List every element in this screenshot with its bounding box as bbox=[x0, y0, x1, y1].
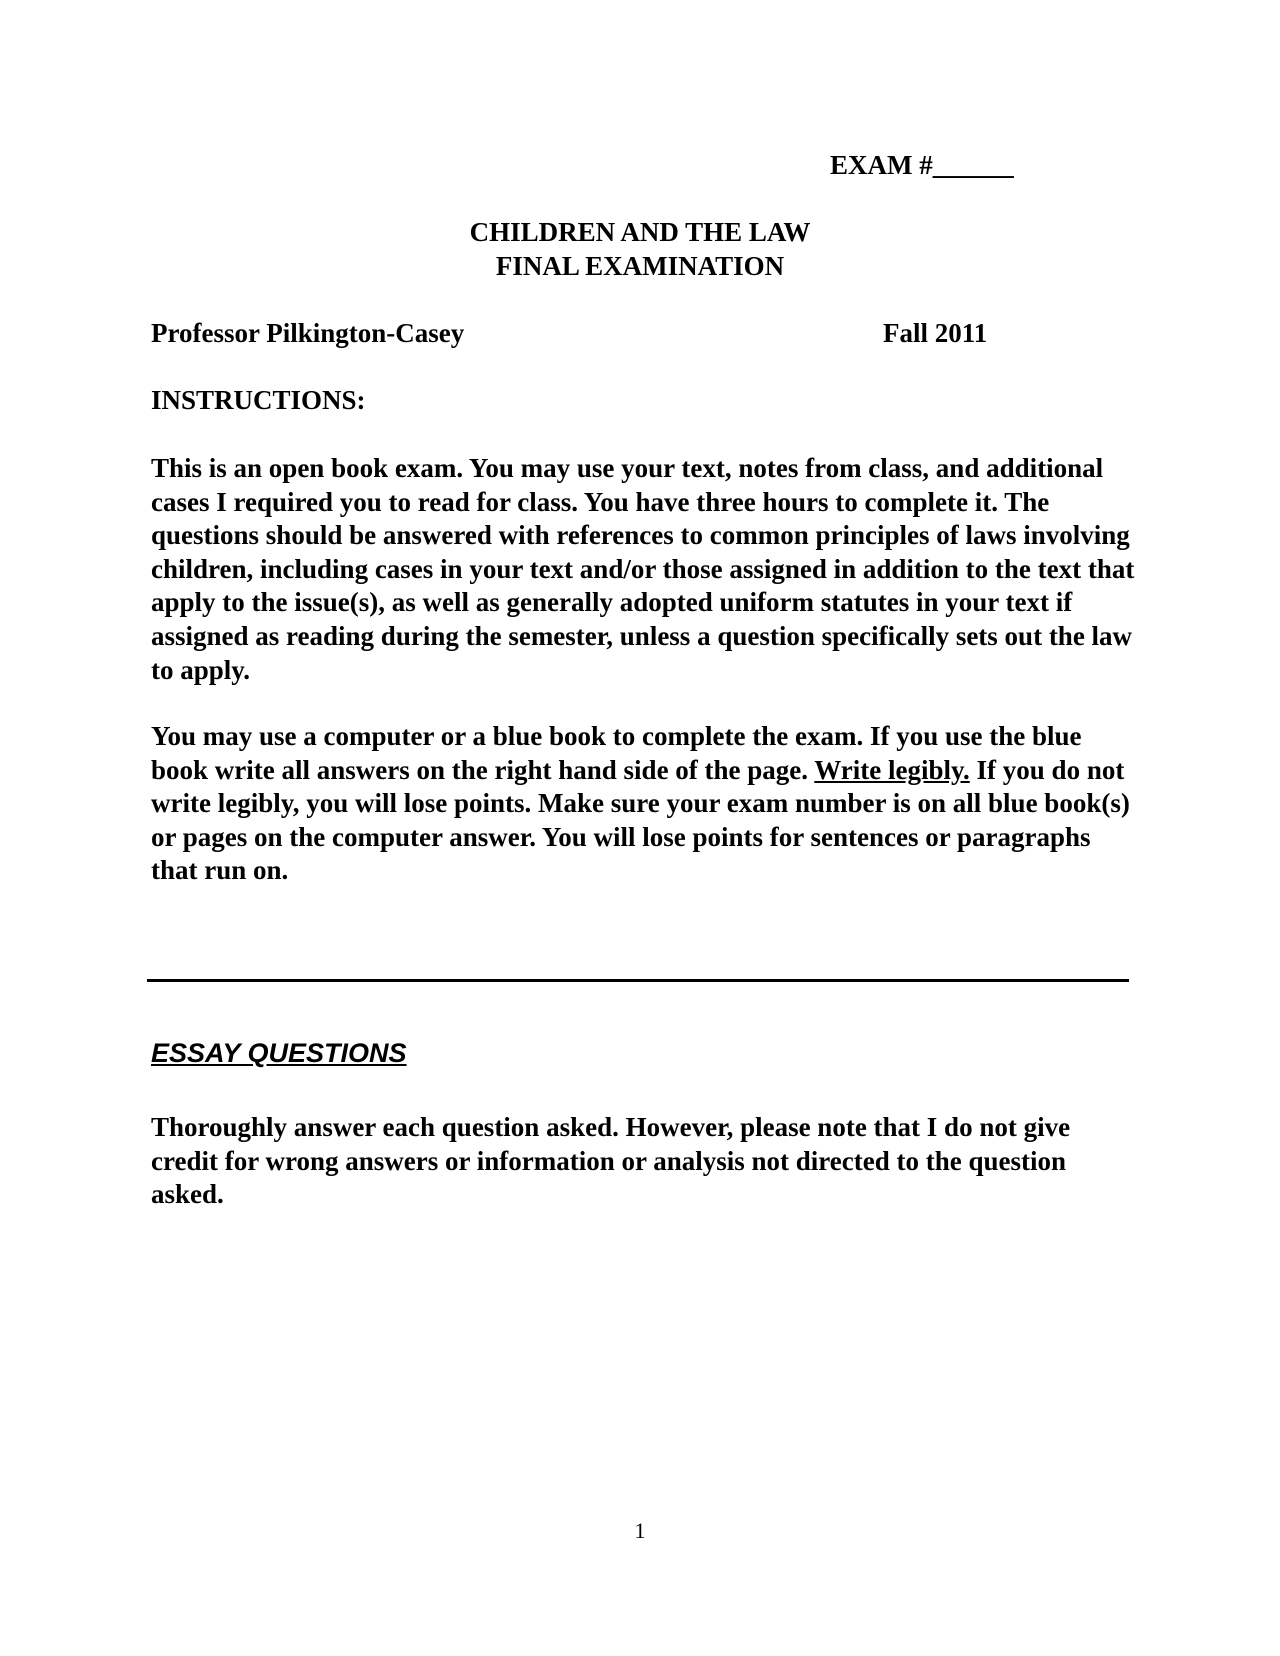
page-number: 1 bbox=[634, 1518, 646, 1543]
instructions-paragraph-2 bbox=[151, 720, 1141, 888]
term-label: Fall 2011 bbox=[883, 318, 988, 348]
section-divider bbox=[147, 979, 1129, 982]
essay-questions-heading: ESSAY QUESTIONS bbox=[151, 1038, 407, 1068]
exam-title bbox=[0, 215, 1280, 283]
professor-name: Professor Pilkington-Casey bbox=[151, 318, 465, 348]
write-legibly-emphasis: Write legibly. bbox=[814, 754, 970, 785]
essay-instructions-paragraph: Thoroughly answer each question asked. However, please note that I do not give credit for wrong answers or information or analysis not directed to the question asked. bbox=[151, 1112, 1071, 1210]
exam-number-field: EXAM #______ bbox=[830, 150, 1014, 180]
instructions-heading: INSTRUCTIONS: bbox=[151, 385, 366, 415]
instructions-paragraph-2-part-1: You may use a computer or a blue book to complete the exam. If you use the blue book write all answers on the right hand side of the page. bbox=[151, 721, 1082, 785]
instructions-paragraph-1: This is an open book exam. You may use your text, notes from class, and additional cases I required you to read for class. You have three hours to complete it. The questions should be answered with references to common principles of laws involving children, including cases in your text and/or those assigned in addition to the text that apply to the issue(s), as well as generally adopted uniform statutes in your text if assigned as reading during the semester, unless a question specifically sets out the law to apply. bbox=[151, 453, 1135, 685]
title-line-course: CHILDREN AND THE LAW bbox=[469, 217, 811, 247]
instructions-paragraph-2-part-2: If you do not write legibly, you will lose points. Make sure your exam number is on all blue book(s) or pages on the computer answer. You will lose points for sentences or paragraphs that run on. bbox=[151, 754, 1130, 886]
title-line-exam: FINAL EXAMINATION bbox=[495, 251, 785, 281]
